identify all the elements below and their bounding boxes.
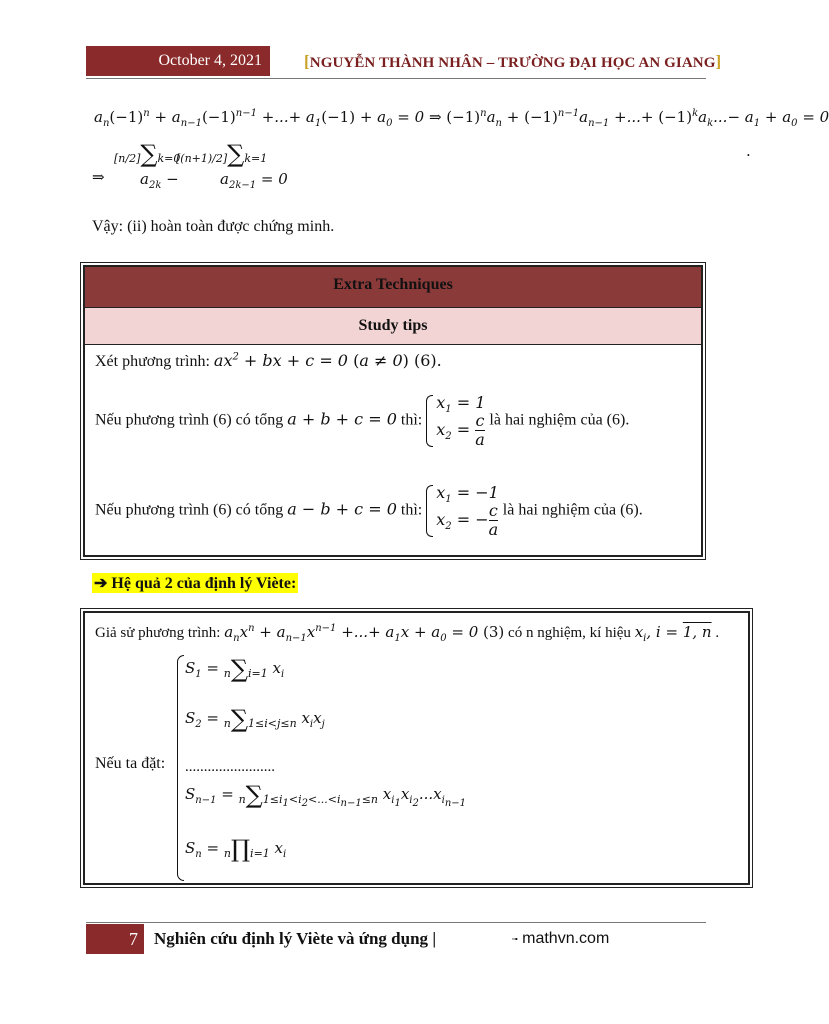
s1-formula: $S_1 = n\sum i=1$ $x_i$	[185, 655, 285, 683]
case2-tail: là hai nghiệm của (6).	[502, 501, 643, 519]
case1-tail: là hai nghiệm của (6).	[489, 411, 630, 429]
tips-subheader: Study tips	[85, 308, 701, 345]
footer-site-text: mathvn.com	[522, 930, 610, 947]
case2-prefix: Nếu phương trình (6) có tổng	[95, 501, 284, 519]
header-title-text: NGUYỄN THÀNH NHÂN – TRƯỜNG ĐẠI HỌC AN GIANG	[309, 55, 716, 71]
viete-dots: ........................	[185, 759, 275, 775]
site-logo-icon: ▫▪	[512, 934, 518, 944]
sn1-formula: $S_{n-1} = n\sum 1\le i_1<i_2<...<i_{n-1}\le n$ $x_{i_1}x_{i_2}...x_{i_{n-1}}$	[185, 781, 467, 810]
page-number: 7	[86, 924, 144, 954]
case1-condition: a + b + c = 0	[287, 409, 397, 429]
study-tips-box	[80, 262, 706, 560]
case2-condition: a − b + c = 0	[287, 499, 397, 519]
header-date: October 4, 2021	[86, 46, 270, 76]
viete-intro-text: Giả sử phương trình:	[95, 625, 221, 641]
corollary-heading	[92, 573, 298, 593]
footer-title-text: Nghiên cứu định lý Viète và ứng dụng	[154, 929, 429, 948]
equation-expansion: $a_n(-1)^n + a_{n-1}(-1)^{n-1}$ +...+ $a_1(-1) + a_0 = 0$ ⇒ $(-1)^na_n + (-1)^{n-1}a_{n-1}$ +...+ $(-1)^ka_k...- a_1 + a_0 = 0$	[94, 108, 829, 129]
footer-title: Nghiên cứu định lý Viète và ứng dụng |	[154, 929, 437, 948]
corollary-title: Hệ quả 2 của định lý Viète:	[111, 575, 297, 592]
tips-eq-intro: Xét phương trình:	[95, 353, 210, 370]
tips-case-diff	[95, 483, 643, 539]
s2-formula: $S_2 = n\sum 1\le i<j\le n$ $x_ix_j$	[185, 705, 325, 733]
viete-label: Nếu ta đặt:	[95, 755, 166, 772]
footer-divider	[86, 922, 706, 923]
case2-then: thì:	[400, 501, 423, 519]
case1-system: $x_1 = 1$ $x_2$ = $\frac{c}{a}$	[426, 393, 485, 449]
case1-then: thì:	[400, 411, 423, 429]
case1-prefix: Nếu phương trình (6) có tổng	[95, 411, 284, 429]
proof-verdict: Vậy: (ii) hoàn toàn được chứng minh.	[92, 218, 335, 235]
tips-case-sum	[95, 393, 629, 449]
tips-header: Extra Techniques	[85, 267, 701, 308]
viete-intro: Giả sử phương trình: $a_nx^n + a_{n-1}x^{n-1}$ +...+ $a_1x + a_0 = 0$ (3) có n nghiệm, kí hiệu $x_i$, i = 1, n .	[95, 623, 720, 644]
arrow-right-icon: ➔	[94, 575, 108, 592]
equation-sum: ⇒ [n/2]∑k=0 $a_{2k}$ − [(n+1)/2]∑k=1 $a_{2k-1} = 0$ .	[92, 140, 751, 191]
footer-site	[512, 930, 609, 948]
header-title: [NGUYỄN THÀNH NHÂN – TRƯỜNG ĐẠI HỌC AN GIANG]	[304, 52, 722, 71]
case2-system: $x_1 = -1$ $x_2$ = − $\frac{c}{a}$	[426, 483, 499, 539]
sn-formula: $S_n$ = n∏i=1 $x_i$	[185, 835, 287, 863]
viete-intro-mid: có n nghiệm, kí hiệu	[508, 625, 631, 641]
header-divider	[86, 78, 706, 79]
viete-brace	[177, 655, 184, 881]
tips-equation: Xét phương trình: $ax^2$ + bx + c = 0 (a ≠ 0) (6).	[95, 351, 442, 370]
viete-box	[80, 608, 753, 888]
